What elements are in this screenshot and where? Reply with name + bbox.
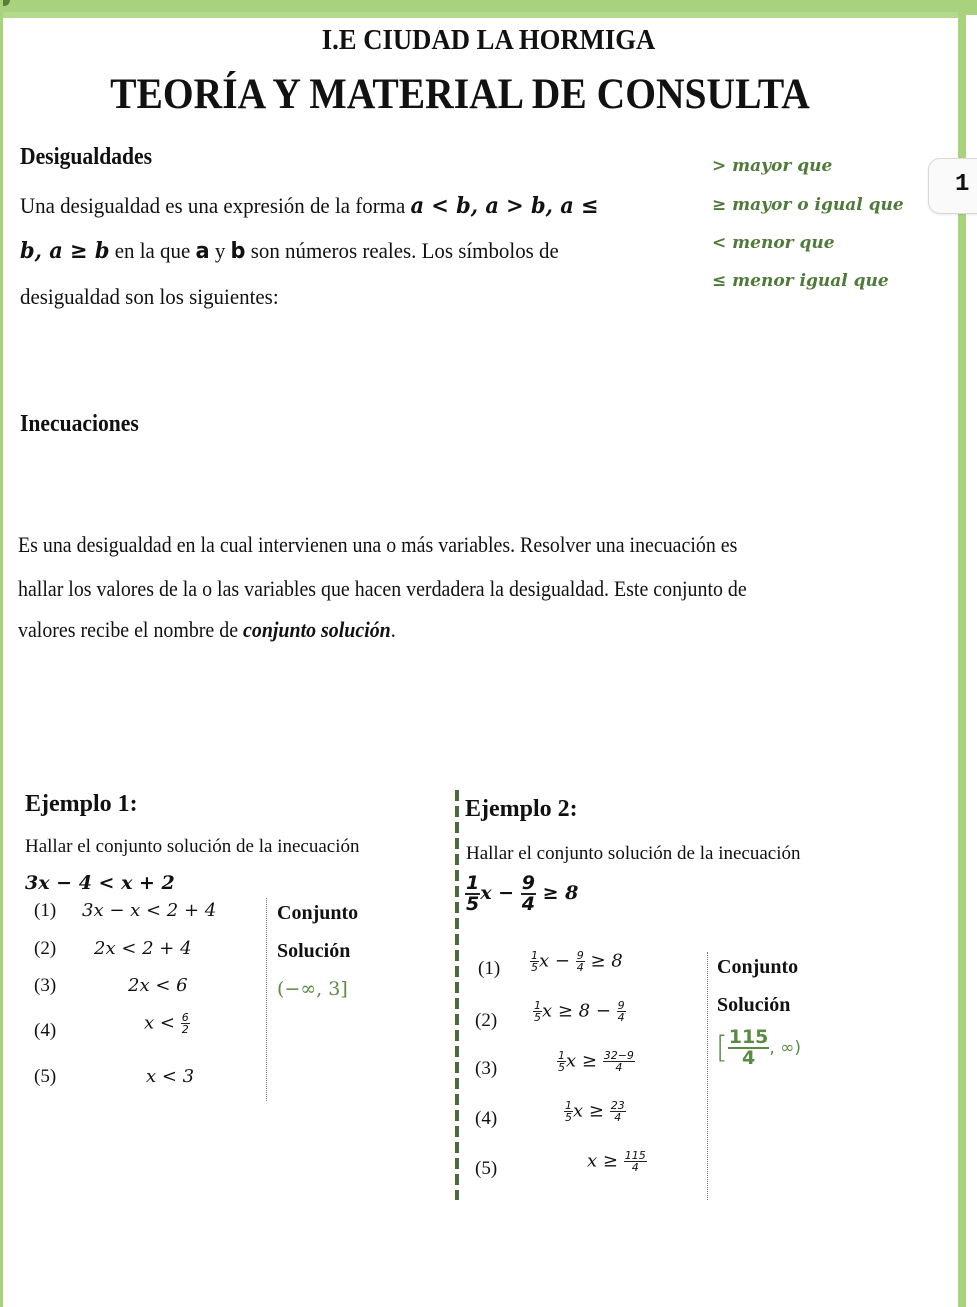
text: en la que: [109, 238, 196, 263]
math-text: ≥ 8: [590, 950, 623, 972]
numerator: 9: [576, 949, 584, 962]
step-expression: 2x < 6: [128, 975, 188, 996]
page-title: TEORÍA Y MATERIAL DE CONSULTA: [110, 71, 810, 118]
section-heading-inecuaciones: Inecuaciones: [20, 411, 139, 437]
denominator: 4: [631, 1161, 639, 1174]
math-text: x ≥: [573, 1100, 604, 1122]
numerator: 115: [624, 1149, 646, 1162]
inecuaciones-line-1: Es una desigualdad en la cual intervienen una o más variables. Resolver una inecuación es: [18, 532, 738, 557]
page-number-tab[interactable]: [928, 158, 977, 214]
solution-divider: [707, 952, 708, 1200]
denominator: 2: [181, 1023, 189, 1036]
fraction: [181, 1012, 190, 1035]
example-2-inequality: [465, 874, 578, 914]
fraction: [465, 874, 480, 914]
step-number: (2): [34, 938, 57, 959]
denominator: 5: [565, 1111, 572, 1124]
fraction: [617, 1000, 626, 1023]
step-expression: [564, 1100, 626, 1123]
fraction: [624, 1150, 647, 1173]
text: y: [209, 238, 231, 263]
numerator: 6: [181, 1011, 189, 1024]
denominator: 5: [534, 1011, 541, 1024]
step-expression: x < 3: [146, 1066, 195, 1087]
numerator: 32−9: [603, 1049, 634, 1062]
step-number: (5): [475, 1158, 498, 1179]
variable-b: b: [230, 238, 246, 264]
fraction: [557, 1050, 566, 1073]
fraction: [533, 1000, 542, 1023]
example-1-inequality: 3x − 4 < x + 2: [25, 872, 175, 894]
step-expression: [587, 1150, 647, 1173]
solution-set: (−∞, 3]: [277, 978, 348, 1000]
symbol-glyph: ≤: [712, 271, 727, 291]
symbol-label: menor que: [732, 233, 835, 253]
fraction: [530, 950, 539, 973]
solution-label: Solución: [277, 940, 351, 962]
example-1-prompt: Hallar el conjunto solución de la inecuación: [25, 836, 360, 857]
denominator: 4: [521, 893, 535, 915]
step-number: (5): [34, 1066, 57, 1087]
numerator: 9: [521, 872, 535, 894]
denominator: 5: [531, 961, 538, 974]
page-border-left: [0, 0, 3, 1307]
school-name: I.E CIUDAD LA HORMIGA: [321, 24, 656, 56]
numerator: 1: [534, 999, 541, 1012]
symbol-item: [712, 195, 904, 215]
denominator: 4: [617, 1011, 625, 1024]
text: valores recibe el nombre de: [18, 617, 244, 642]
step-expression: 2x < 2 + 4: [94, 938, 192, 959]
numerator: 9: [617, 999, 625, 1012]
symbol-item: [712, 156, 832, 176]
math-text: x ≥: [587, 1150, 618, 1172]
text: .: [390, 617, 396, 642]
fraction: [610, 1100, 626, 1123]
math-text: x ≥ 8 −: [542, 1000, 611, 1022]
numerator: 1: [531, 949, 538, 962]
fraction: [603, 1050, 635, 1073]
denominator: 5: [466, 893, 480, 915]
solution-label: Conjunto: [277, 902, 359, 924]
numerator: 1: [558, 1049, 565, 1062]
numerator: 23: [610, 1099, 625, 1112]
step-expression: [144, 1012, 190, 1035]
desigualdades-line-3: desigualdad son los siguientes:: [20, 284, 279, 309]
numerator: 115: [728, 1026, 769, 1048]
text: Una desigualdad es una expresión de la forma: [20, 193, 411, 218]
denominator: 5: [558, 1061, 565, 1074]
section-heading-desigualdades: Desigualdades: [20, 144, 153, 170]
symbol-glyph: >: [712, 156, 727, 176]
symbol-label: menor igual que: [732, 271, 889, 291]
step-number: (2): [475, 1010, 498, 1031]
desigualdades-line-2: [20, 238, 559, 264]
denominator: 4: [614, 1111, 622, 1124]
solution-set: [716, 1028, 801, 1068]
symbol-item: [712, 271, 889, 291]
numerator: 1: [565, 1099, 572, 1112]
step-expression: [557, 1050, 635, 1073]
math-text: ≥ 8: [542, 882, 579, 904]
symbol-label: mayor que: [732, 156, 833, 176]
inecuaciones-line-3: [18, 617, 396, 643]
desigualdades-line-1: [20, 193, 599, 219]
example-1-title: Ejemplo 1:: [25, 791, 138, 817]
emphasis-conjunto-solucion: conjunto solución: [243, 617, 391, 642]
solution-divider: [266, 898, 267, 1101]
variable-a: a: [195, 238, 210, 264]
page-border-top-inner: [0, 12, 958, 18]
symbol-glyph: <: [712, 233, 727, 253]
step-number: (3): [475, 1058, 498, 1079]
inecuaciones-line-2: hallar los valores de la o las variables que hacen verdadera la desigualdad. Este conjunto de: [18, 576, 747, 601]
step-number: (1): [478, 958, 501, 979]
math-text: x −: [480, 882, 515, 904]
step-number: (4): [34, 1020, 57, 1041]
text: son números reales. Los símbolos de: [245, 238, 559, 263]
math-expression: b, a ≥ b: [20, 238, 110, 264]
symbol-label: mayor o igual que: [732, 195, 904, 215]
denominator: 4: [741, 1047, 756, 1069]
examples-separator: [455, 790, 459, 1200]
math-text: , ∞): [769, 1038, 801, 1058]
math-text: x ≥: [566, 1050, 597, 1072]
step-expression: [530, 950, 623, 973]
solution-label: Conjunto: [717, 956, 799, 978]
example-2-prompt: Hallar el conjunto solución de la inecuación: [466, 843, 801, 864]
math-text: x −: [539, 950, 570, 972]
symbol-item: [712, 233, 835, 253]
solution-label: Solución: [717, 994, 791, 1016]
symbol-glyph: ≥: [712, 195, 727, 215]
fraction: [521, 874, 536, 914]
step-expression: [533, 1000, 626, 1023]
numerator: 1: [466, 872, 480, 894]
lhs: x <: [144, 1012, 175, 1034]
page-number: 1: [955, 171, 970, 198]
step-number: (4): [475, 1108, 498, 1129]
fraction: [576, 950, 585, 973]
step-expression: 3x − x < 2 + 4: [82, 900, 217, 921]
bracket: [: [716, 1030, 728, 1066]
denominator: 4: [576, 961, 584, 974]
denominator: 4: [615, 1061, 623, 1074]
example-2-title: Ejemplo 2:: [465, 796, 578, 822]
step-number: (1): [34, 900, 57, 921]
step-number: (3): [34, 975, 57, 996]
fraction: [728, 1028, 770, 1068]
fraction: [564, 1100, 573, 1123]
math-expression: a < b, a > b, a ≤: [410, 193, 599, 219]
